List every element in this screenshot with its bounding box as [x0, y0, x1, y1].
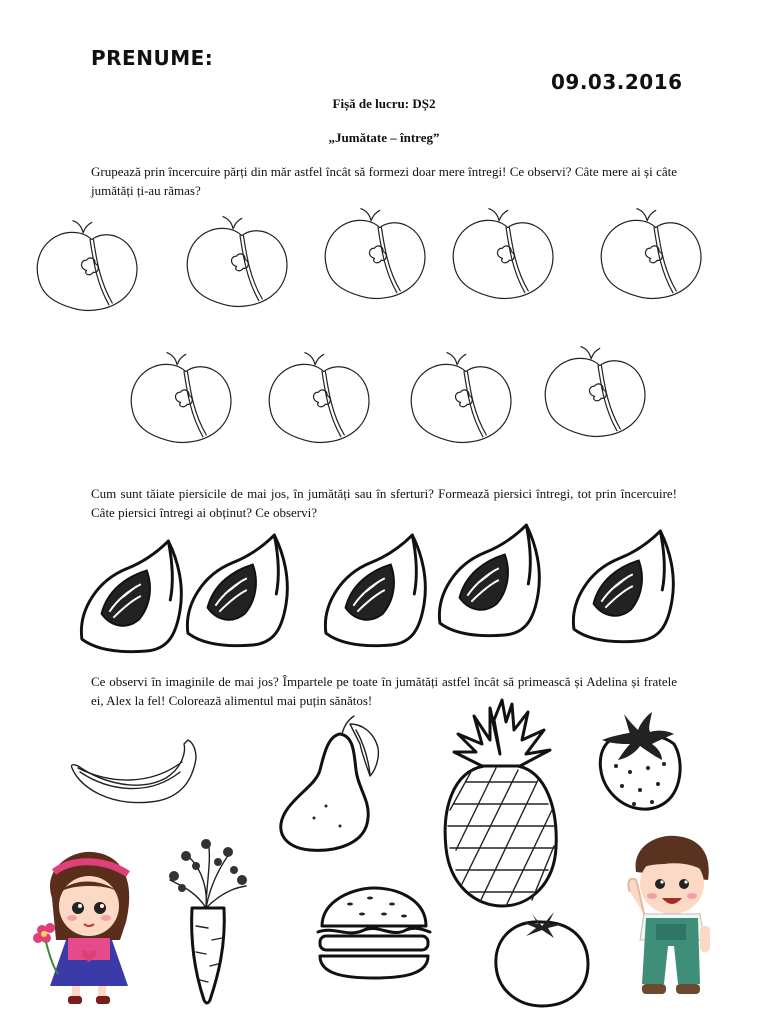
name-label: PRENUME: [91, 46, 214, 70]
peach-quarter-3 [322, 534, 430, 650]
instruction-foods: Ce observi în imaginile de mai jos? Împartele pe toate în jumătăți astfel încât să primească și Adelina și fratele ei, Alex la fel! Colorează alimentul mai puțin sănătos! [91, 674, 677, 708]
tomato-drawing [492, 908, 592, 1008]
apple-half-4 [446, 200, 566, 310]
peach-quarter-5 [570, 530, 678, 646]
boy-character [620, 834, 720, 1008]
pear-drawing [270, 714, 390, 854]
apple-half-6 [124, 344, 244, 454]
apple-half-9 [538, 338, 658, 448]
apple-half-1 [30, 212, 150, 322]
burger-drawing [314, 884, 434, 980]
sheet-title: „Jumătate – întreg” [328, 130, 440, 145]
apple-half-8 [404, 344, 524, 454]
apple-half-5 [594, 200, 714, 310]
peach-quarter-4 [436, 524, 544, 640]
strawberry-drawing [594, 710, 684, 814]
apple-half-3 [318, 200, 438, 310]
carrot-drawing [162, 836, 252, 1006]
pineapple-drawing [436, 700, 566, 910]
apple-half-7 [262, 344, 382, 454]
peach-quarter-2 [184, 534, 292, 650]
banana-drawing [70, 738, 200, 818]
instruction-peaches: Cum sunt tăiate piersicile de mai jos, în jumătăți sau în sferturi? Formează piersici întregi, tot prin încercuire! Câte piersici întregi ai obținut? Ce observi? [91, 486, 677, 520]
girl-character [32, 848, 142, 1010]
date: 09.03.2016 [551, 70, 683, 94]
sheet-subtitle: Fișă de lucru: DȘ2 [332, 96, 436, 111]
apple-half-2 [180, 208, 300, 318]
peach-quarter-1 [78, 540, 186, 656]
instruction-apples: Grupează prin încercuire părți din măr astfel încât să formezi doar mere întregi! Ce observi? Câte mere ai și câte jumătăți ți-au rămas? [91, 164, 677, 198]
